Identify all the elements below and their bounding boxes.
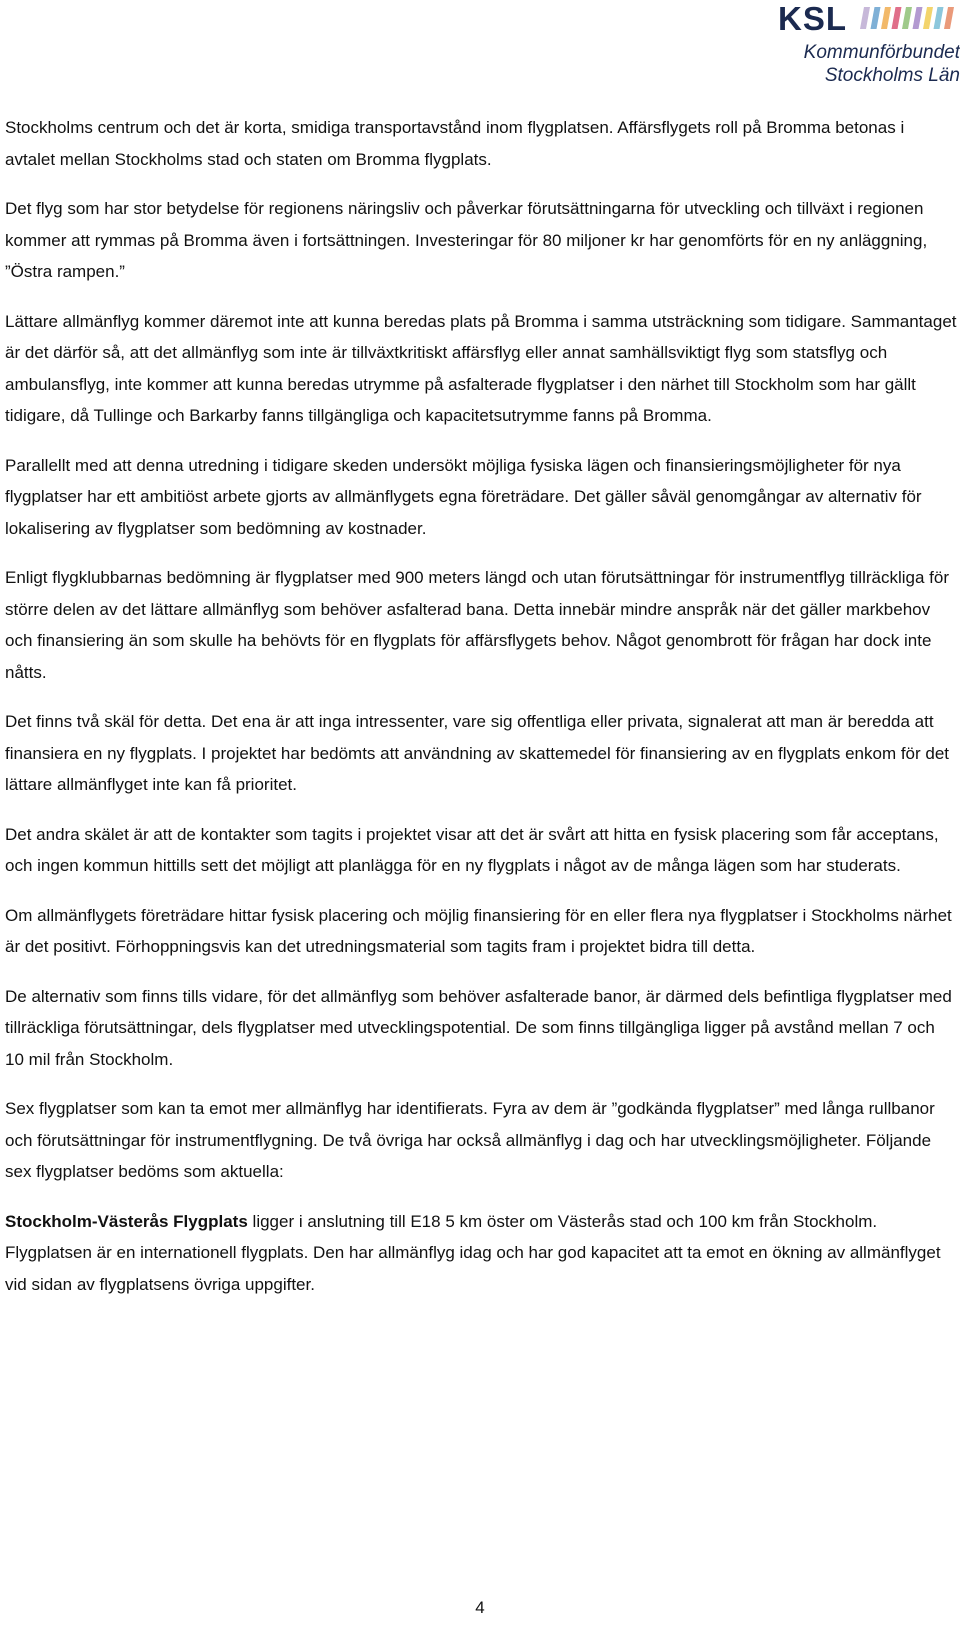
logo-line-2: Stockholms Län [824, 65, 960, 86]
paragraph [5, 900, 957, 963]
logo-stripe [913, 7, 923, 29]
paragraph [5, 450, 957, 545]
paragraph [5, 981, 957, 1076]
paragraph [5, 1093, 957, 1188]
body-text [5, 112, 957, 1318]
paragraph-text: De alternativ som finns tills vidare, för det allmänflyg som behöver asfalterade banor, är därmed dels befintliga flygplatser med tillräckliga förutsättningar, dels flygplatser med utvecklingspotential. De som finns tillgängliga ligger på avstånd mellan 7 och 10 mil från Stockholm. [5, 986, 952, 1069]
paragraph-text: ligger i anslutning till E18 5 km öster om Västerås stad och 100 km från Stockholm. Flygplatsen är en internationell flygplats. Den har allmänflyg idag och har god kapacitet att ta emot en ökning av allmänflyget vid sidan av flygplatsens övriga uppgifter. [5, 1211, 941, 1294]
page-number: 4 [475, 1598, 485, 1617]
paragraph-text: Enligt flygklubbarnas bedömning är flygplatser med 900 meters längd och utan förutsättningar för instrumentflyg tillräckliga för större delen av det lättare allmänflyg som behöver asfalterad bana. Detta innebär mindre anspråk när det gäller markbehov och finansiering än som skulle ha behövts för en flygplats för affärsflygets behov. Något genombrott för frågan har dock inte nåtts. [5, 568, 949, 682]
airport-name: Stockholm-Västerås Flygplats [5, 1211, 248, 1231]
ksl-logo [760, 2, 960, 88]
logo-stripe [944, 7, 954, 29]
logo-line-1: Kommunförbundet [803, 42, 960, 63]
logo-mark: KSL [778, 0, 847, 37]
paragraph [5, 562, 957, 688]
paragraph [5, 819, 957, 882]
paragraph [5, 112, 957, 175]
paragraph [5, 1206, 957, 1301]
paragraph [5, 706, 957, 801]
paragraph-text: Sex flygplatser som kan ta emot mer allmänflyg har identifierats. Fyra av dem är ”godkända flygplatser” med långa rullbanor och förutsättningar för instrumentflygning. De två övriga har också allmänflyg i dag och har utvecklingsmöjligheter. Följande sex flygplatser bedöms som aktuella: [5, 1099, 935, 1181]
logo-stripe [881, 7, 891, 29]
logo-stripe [902, 7, 912, 29]
logo-top-row [760, 2, 960, 36]
logo-stripe [934, 7, 944, 29]
logo-stripe [892, 7, 902, 29]
paragraph-text: Om allmänflygets företrädare hittar fysisk placering och möjlig finansiering för en eller flera nya flygplatser i Stockholms närhet är det positivt. Förhoppningsvis kan det utredningsmaterial som tagits fram i projektet bidra till detta. [5, 905, 952, 956]
paragraph-text: Lättare allmänflyg kommer däremot inte att kunna beredas plats på Bromma i samma utsträckning som tidigare. Sammantaget är det därför så, att det allmänflyg som inte är tillväxtkritiskt affärsflyg eller annat samhällsviktigt flyg som statsflyg och ambulansflyg, inte kommer att kunna beredas utrymme på asfalterade flygplatser i den närhet till Stockholm som har gällt tidigare, då Tullinge och Barkarby fanns tillgängliga och kapacitetsutrymme fanns på Bromma. [5, 311, 957, 425]
logo-stripe [860, 7, 870, 29]
paragraph-text: Det flyg som har stor betydelse för regionens näringsliv och påverkar förutsättningarna för utveckling och tillväxt i regionen kommer att rymmas på Bromma även i fortsättningen. Investeringar för 80 miljoner kr har genomförts för en ny anläggning, ”Östra rampen.” [5, 199, 928, 281]
logo-stripe [923, 7, 933, 29]
paragraph-text: Stockholms centrum och det är korta, smidiga transportavstånd inom flygplatsen. Affärsflygets roll på Bromma betonas i avtalet mellan Stockholms stad och staten om Bromma flygplats. [5, 118, 905, 169]
paragraph [5, 306, 957, 432]
logo-stripe [871, 7, 881, 29]
paragraph-text: Parallellt med att denna utredning i tidigare skeden undersökt möjliga fysiska lägen och finansieringsmöjligheter för nya flygplatser har ett ambitiöst arbete gjorts av allmänflygets egna företrädare. Det gäller såväl genomgångar av alternativ för lokalisering av flygplatser som bedömning av kostnader. [5, 455, 922, 538]
paragraph-text: Det finns två skäl för detta. Det ena är att inga intressenter, vare sig offentliga eller privata, signalerat att man är beredda att finansiera en ny flygplats. I projektet har bedömts att användning av skattemedel för finansiering av en flygplats enkom för det lättare allmänflyget inte kan få prioritet. [5, 712, 950, 794]
logo-stripes-icon [860, 7, 956, 29]
paragraph-text: Det andra skälet är att de kontakter som tagits i projektet visar att det är svårt att hitta en fysisk placering som får acceptans, och ingen kommun hittills sett det möjligt att planlägga för en ny flygplats i något av de många lägen som har studerats. [5, 824, 939, 875]
paragraph [5, 193, 957, 288]
